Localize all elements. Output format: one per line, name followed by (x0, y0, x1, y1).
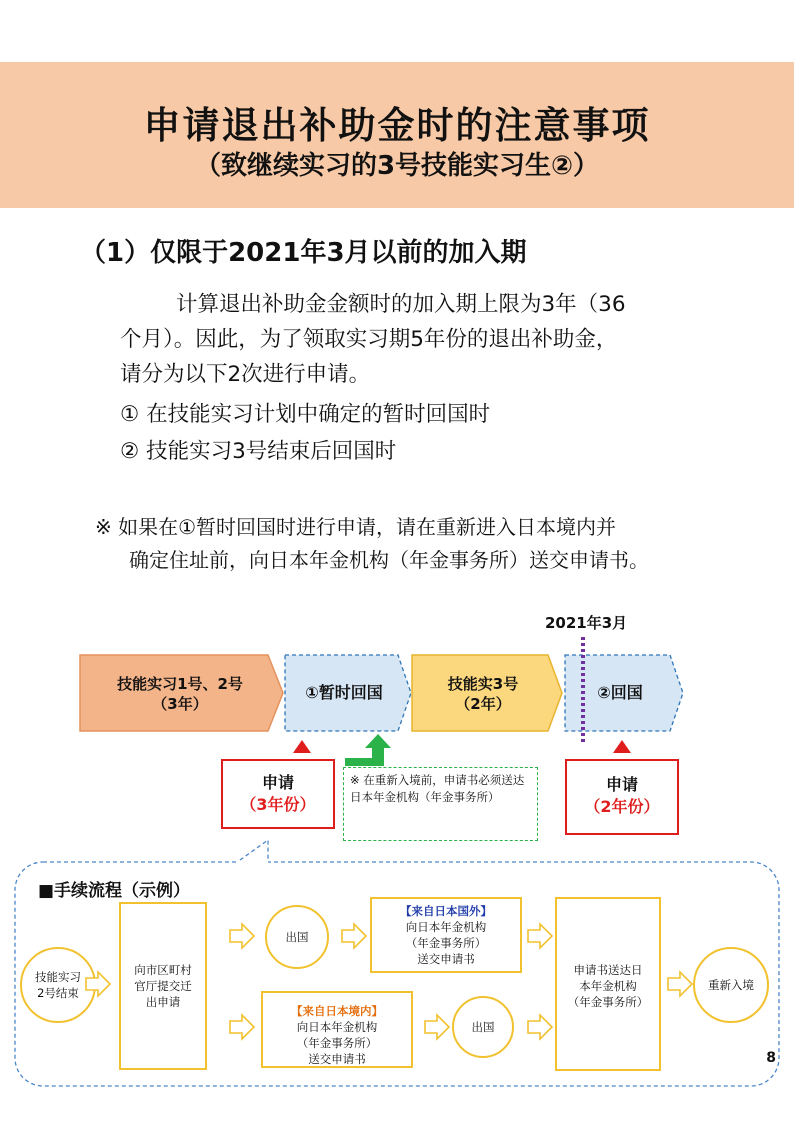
paragraph-line-2: 个月）。因此，为了领取实习期5年份的退出补助金， (120, 327, 618, 352)
flow-box1-line3: 出申请 (145, 995, 181, 1009)
stage2-label: ①暂时回国 (305, 683, 383, 702)
flow-right-line3: （年金事务所） (567, 995, 649, 1009)
flow-right-line2: 本年金机构 (579, 979, 637, 993)
stage1-line1: 技能实习1号、2号 (117, 675, 243, 693)
apply1-line1: 申请 (261, 773, 294, 792)
note-line-1: ※ 如果在①暂时回国时进行申请，请在重新进入日本境内并 (95, 515, 617, 539)
flow-circle-top-text: 出国 (285, 930, 309, 944)
flow-end-text: 重新入境 (708, 978, 754, 992)
apply2-line1: 申请 (605, 775, 638, 794)
flow-top-box-line3: 送交申请书 (417, 952, 475, 966)
flow-start-line2: 2号结束 (37, 986, 79, 1000)
stage4-label: ②回国 (597, 683, 643, 702)
section-heading: （1）仅限于2021年3月以前的加入期 (80, 238, 527, 268)
arrow-icon (230, 1015, 254, 1039)
flow-box1-line2: 官厅提交迁 (134, 979, 192, 993)
paragraph-line-1: 计算退出补助金金额时的加入期上限为3年（36 (176, 292, 626, 317)
stage3-label (412, 674, 554, 714)
flow-bottom-box-line2: （年金事务所） (296, 1036, 378, 1050)
apply1-line2: （3年份） (240, 795, 316, 814)
apply1-triangle (293, 740, 311, 753)
flow-bottom-box-head: 【来自日本境内】 (291, 1004, 383, 1018)
page-number: 8 (766, 1050, 776, 1066)
flow-circle-bottom-text: 出国 (471, 1020, 495, 1034)
arrow-icon (668, 972, 692, 996)
arrow-icon (230, 924, 254, 948)
stage3-line2: （2年） (455, 695, 511, 713)
green-note-box: ※ 在重新入境前，申请书必须送达日本年金机构（年金事务所） (343, 767, 538, 841)
stage1-line2: （3年） (152, 695, 208, 713)
apply-box-1 (221, 759, 335, 829)
flow-right-box-text (556, 962, 660, 1010)
apply2-triangle (613, 740, 631, 753)
flow-top-box-line2: （年金事务所） (405, 936, 487, 950)
stage3-line1: 技能实3号 (447, 675, 519, 693)
arrow-icon (528, 924, 552, 948)
arrow-icon (342, 924, 366, 948)
flow-start-text (21, 969, 95, 1001)
apply2-line2: （2年份） (584, 797, 660, 816)
stage1-label (80, 674, 280, 714)
paragraph-line-3: 请分为以下2次进行申请。 (120, 362, 371, 387)
flow-top-box-head: 【来自日本国外】 (400, 904, 492, 918)
flow-box1-line1: 向市区町村 (134, 963, 192, 977)
green-step-arrow (345, 734, 391, 766)
page-title: 申请退出补助金时的注意事项 (143, 104, 651, 147)
date-label: 2021年3月 (545, 614, 628, 632)
arrow-icon (425, 1015, 449, 1039)
flow-start-line1: 技能实习 (35, 970, 81, 984)
list-item-1: ① 在技能实习计划中确定的暂时回国时 (120, 402, 491, 427)
flow-top-box-text (371, 903, 521, 967)
note-line-2: 确定住址前，向日本年金机构（年金事务所）送交申请书。 (129, 548, 649, 572)
flow-top-box-line1: 向日本年金机构 (405, 920, 487, 934)
page-subtitle: （致继续实习的3号技能实习生②） (194, 151, 600, 181)
flow-bottom-box-line1: 向日本年金机构 (296, 1020, 378, 1034)
flow-title: ■手续流程（示例） (38, 881, 191, 901)
callout-tail (240, 840, 268, 860)
flow-right-line1: 申请书送达日 (573, 963, 643, 977)
apply-box-2 (565, 759, 679, 835)
flow-bottom-box-text (262, 1003, 412, 1067)
flow-box1-text (120, 962, 206, 1010)
list-item-2: ② 技能实习3号结束后回国时 (120, 439, 397, 464)
arrow-icon (528, 1015, 552, 1039)
flow-bottom-box-line3: 送交申请书 (308, 1052, 366, 1066)
